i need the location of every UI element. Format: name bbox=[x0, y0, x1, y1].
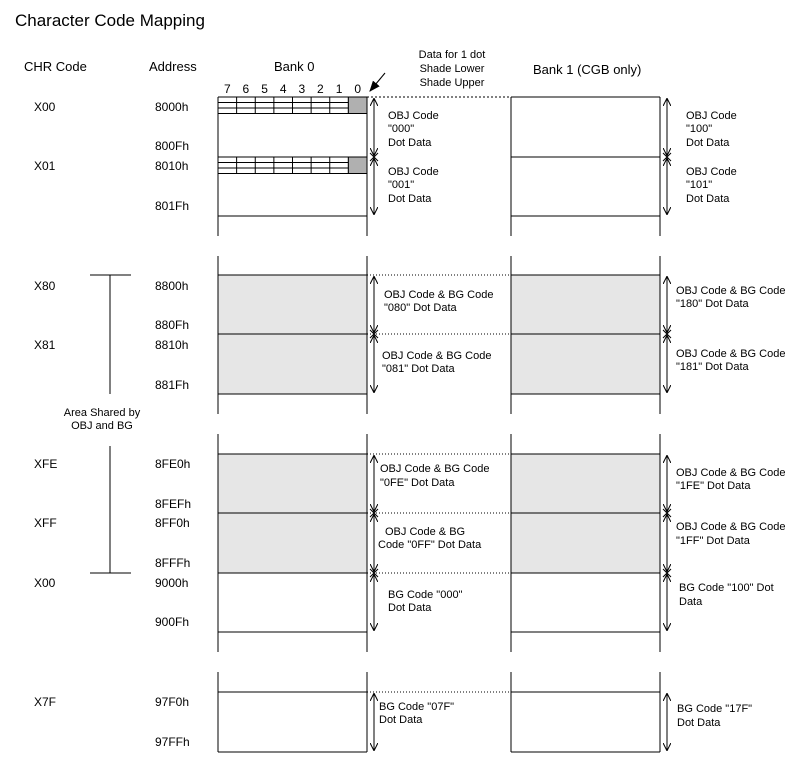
bank1-header: Bank 1 (CGB only) bbox=[533, 62, 642, 77]
address-label: 8FE0h bbox=[155, 457, 191, 471]
shared-area-label-line-1: Area Shared by bbox=[63, 407, 141, 419]
bit0-shade-cell bbox=[348, 157, 367, 174]
bit-label: 3 bbox=[298, 82, 306, 96]
bank0-block-label: BG Code "07F" Dot Data bbox=[379, 701, 455, 726]
bit-label: 6 bbox=[242, 82, 250, 96]
bank0-block-label: OBJ Code & BG Code "0FF" Dot Data bbox=[378, 526, 482, 551]
bank1-block-label: OBJ Code & BG Code "1FF" Dot Data bbox=[676, 521, 786, 547]
chr-code-label: X00 bbox=[34, 576, 56, 590]
dot-note-line-2: Shade Lower bbox=[419, 63, 485, 75]
address-label: 800Fh bbox=[155, 139, 190, 153]
address-label: 8010h bbox=[155, 159, 189, 173]
bank0-block-label: OBJ Code & BG Code "0FE" Dot Data bbox=[380, 463, 490, 489]
address-label: 8FEFh bbox=[155, 497, 192, 511]
chr-code-label: XFE bbox=[34, 457, 58, 471]
chr-code-label: XFF bbox=[34, 516, 57, 530]
bank1-block-label: OBJ Code & BG Code "1FE" Dot Data bbox=[676, 467, 786, 492]
bank0-block-label: OBJ Code "000" Dot Data bbox=[388, 110, 439, 149]
address-label: 8810h bbox=[155, 338, 189, 352]
address-label: 8FF0h bbox=[155, 516, 190, 530]
bank1-block-label: OBJ Code & BG Code "180" Dot Data bbox=[676, 285, 786, 310]
bank0-block-label: OBJ Code & BG Code "081" Dot Data bbox=[382, 350, 492, 375]
bank1-block-label: BG Code "100" Dot Data bbox=[679, 582, 774, 608]
bank0-block-label: OBJ Code & BG Code "080" Dot Data bbox=[384, 289, 494, 314]
address-label: 801Fh bbox=[155, 199, 190, 213]
bit-label: 1 bbox=[335, 82, 343, 96]
address-label: 881Fh bbox=[155, 378, 190, 392]
address-label: 880Fh bbox=[155, 318, 190, 332]
memory-blocks bbox=[90, 97, 671, 752]
bank0-header: Bank 0 bbox=[274, 59, 315, 74]
dot-note-pointer bbox=[370, 73, 385, 91]
bank1-block-label: OBJ Code & BG Code "181" Dot Data bbox=[676, 348, 786, 373]
bank1-block-label: OBJ Code "100" Dot Data bbox=[686, 110, 737, 149]
dot-note-line-3: Shade Upper bbox=[419, 77, 485, 89]
chr-code-label: X80 bbox=[34, 279, 56, 293]
bank0-block-label: BG Code "000" Dot Data bbox=[388, 589, 463, 614]
bit0-shade-cell bbox=[348, 97, 367, 114]
bank1-block-label: OBJ Code "101" Dot Data bbox=[686, 166, 737, 205]
bit-label: 2 bbox=[317, 82, 324, 96]
bit-label: 4 bbox=[279, 82, 287, 96]
bit-label: 5 bbox=[261, 82, 268, 96]
address-label: 8000h bbox=[155, 100, 189, 114]
address-label: 900Fh bbox=[155, 615, 190, 629]
chr-code-label: X7F bbox=[34, 695, 57, 709]
bit-number-labels bbox=[224, 82, 361, 96]
address-header: Address bbox=[149, 59, 197, 74]
bit-label: 7 bbox=[223, 82, 231, 96]
chr-code-label: X00 bbox=[34, 100, 56, 114]
page-title: Character Code Mapping bbox=[15, 11, 205, 30]
address-label: 8800h bbox=[155, 279, 189, 293]
bank0-block-label: OBJ Code "001" Dot Data bbox=[388, 166, 439, 205]
address-label: 8FFFh bbox=[155, 556, 191, 570]
address-label: 97F0h bbox=[155, 695, 190, 709]
address-label: 97FFh bbox=[155, 735, 190, 749]
bank1-block-label: BG Code "17F" Dot Data bbox=[677, 703, 753, 729]
bit-label: 0 bbox=[354, 82, 362, 96]
address-label: 9000h bbox=[155, 576, 189, 590]
chr-code-label: X81 bbox=[34, 338, 56, 352]
shared-area-label-line-2: OBJ and BG bbox=[71, 420, 133, 432]
dot-note-line-1: Data for 1 dot bbox=[418, 49, 486, 61]
chr-code-header: CHR Code bbox=[24, 59, 87, 74]
chr-code-label: X01 bbox=[34, 159, 56, 173]
